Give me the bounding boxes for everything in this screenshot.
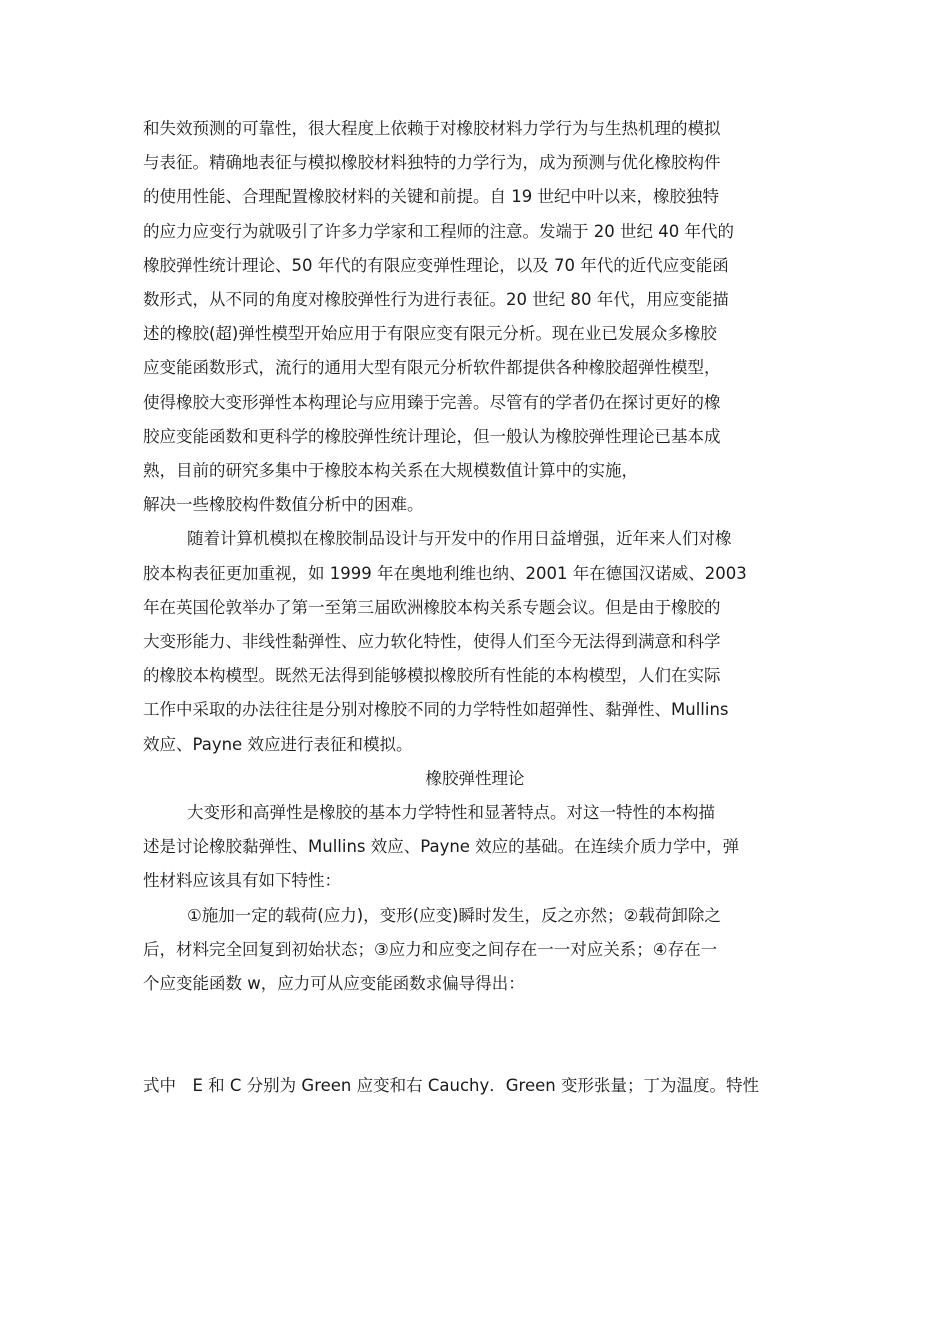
text-line: 应变能函数形式，流行的通用大型有限元分析软件都提供各种橡胶超弹性模型， [143, 358, 721, 378]
text-line: 的应力应变行为就吸引了许多力学家和工程师的注意。发端于 20 世纪 40 年代的 [143, 221, 734, 241]
paragraph-4 [143, 899, 807, 1002]
paragraph-3 [143, 796, 807, 899]
paragraph-2 [143, 522, 807, 761]
text-line: 与表征。精确地表征与模拟橡胶材料独特的力学行为，成为预测与优化橡胶构件 [143, 153, 721, 173]
text-line: 数形式，从不同的角度对橡胶弹性行为进行表征。20 世纪 80 年代，用应变能描 [143, 290, 729, 310]
paragraph-1 [143, 112, 807, 522]
equation-gap [143, 1001, 807, 1069]
section-heading: 橡胶弹性理论 [425, 768, 525, 788]
text-line: 胶本构表征更加重视，如 1999 年在奥地利维也纳、2001 年在德国汉诺威、2003 [143, 563, 747, 583]
text-line: 和失效预测的可靠性，很大程度上依赖于对橡胶材料力学行为与生热机理的模拟 [143, 119, 721, 138]
text-line: 后，材料完全回复到初始状态；③应力和应变之间存在一一对应关系；④存在一 [143, 939, 718, 959]
text-line: 使得橡胶大变形弹性本构理论与应用臻于完善。尽管有的学者仍在探讨更好的橡 [143, 392, 721, 412]
text-line: 大变形和高弹性是橡胶的基本力学特性和显著特点。对这一特性的本构描 [187, 803, 715, 823]
text-line: 效应、Payne 效应进行表征和模拟。 [143, 734, 413, 754]
text-line: 胶应变能函数和更科学的橡胶弹性统计理论，但一般认为橡胶弹性理论已基本成 [143, 426, 721, 446]
text-line: ①施加一定的载荷(应力)，变形(应变)瞬时发生，反之亦然；②载荷卸除之 [187, 905, 721, 925]
text-line: 的橡胶本构模型。既然无法得到能够模拟橡胶所有性能的本构模型，人们在实际 [143, 666, 721, 686]
text-line: 随着计算机模拟在橡胶制品设计与开发中的作用日益增强，近年来人们对橡 [187, 529, 732, 549]
text-line: 性材料应该具有如下特性： [143, 871, 341, 891]
text-line: 熟，目前的研究多集中于橡胶本构关系在大规模数值计算中的实施， [143, 461, 638, 481]
text-line: 大变形能力、非线性黏弹性、应力软化特性，使得人们至今无法得到满意和科学 [143, 632, 721, 652]
paragraph-5 [143, 1069, 807, 1103]
text-line: 工作中采取的办法往往是分别对橡胶不同的力学特性如超弹性、黏弹性、Mullins [143, 700, 729, 720]
text-line: 述的橡胶(超)弹性模型开始应用于有限应变有限元分析。现在业已发展众多橡胶 [143, 324, 717, 344]
text-line: 的使用性能、合理配置橡胶材料的关键和前提。自 19 世纪中叶以来，橡胶独特 [143, 187, 719, 207]
text-line: 解决一些橡胶构件数值分析中的困难。 [143, 495, 424, 515]
text-line: 橡胶弹性统计理论、50 年代的有限应变弹性理论，以及 70 年代的近代应变能函 [143, 255, 729, 275]
text-line: 式中 E 和 C 分别为 Green 应变和右 Cauchy．Green 变形张量；丁为温度。特性 [143, 1076, 759, 1096]
text-line: 年在英国伦敦举办了第一至第三届欧洲橡胶本构关系专题会议。但是由于橡胶的 [143, 597, 721, 617]
text-line: 述是讨论橡胶黏弹性、Mullins 效应、Payne 效应的基础。在连续介质力学中，弹 [143, 837, 740, 857]
text-line: 个应变能函数 w，应力可从应变能函数求偏导得出： [143, 974, 525, 994]
